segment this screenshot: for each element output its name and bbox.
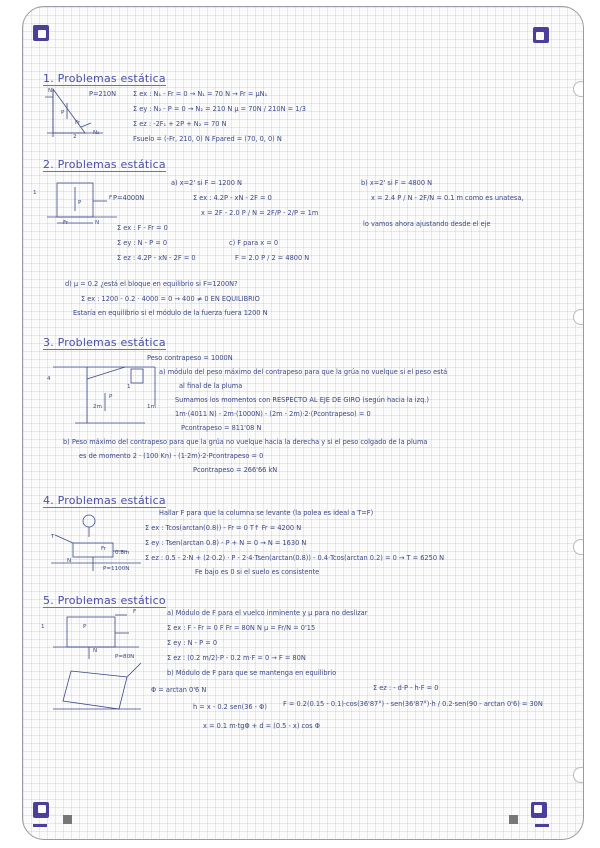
section-1-label-fr: Fr xyxy=(75,120,81,126)
section-5-line: Φ = arctan 0'6 N xyxy=(151,686,207,694)
section-2-line: Σ ex : 1200 - 0.2 · 4000 = 0 → 400 ≠ 0 EN EQUILIBRIO xyxy=(81,295,260,303)
section-2-line: a) x=2' si F = 1200 N xyxy=(171,179,242,187)
section-3-line: Pcontrapeso = 811'08 N xyxy=(181,424,262,432)
section-1-label-n2: N₂ xyxy=(93,130,100,136)
section-5-label-p: P xyxy=(83,624,87,630)
block-a-rect xyxy=(67,617,115,647)
section-3-label-1m: 1m xyxy=(147,404,157,410)
section-1-line: P=210N xyxy=(89,90,117,98)
binder-hole xyxy=(573,539,584,555)
section-3-line: es de momento 2 · (100 Kn) - (1·2m)·2·Pcontrapeso = 0 xyxy=(79,452,264,460)
section-2-line: P=4000N xyxy=(113,194,145,202)
corner-mark-bottom-left xyxy=(33,802,49,818)
section-3-line: 1m·(4011 N) - 2m·(1000N) - (2m - 2m)·2·(Pcontrapeso) = 0 xyxy=(175,410,371,418)
section-5-line: x = 0.1 m·tgΦ + d = (0.5 - x) cos Φ xyxy=(203,722,320,730)
section-3-label-p: P xyxy=(109,394,113,400)
section-4-title: 4. Problemas estática xyxy=(43,494,166,507)
section-5-line: b) Módulo de F para que se mantenga en equilibrio xyxy=(167,669,337,677)
section-1-line: Σ ex : N₁ - Fr = 0 → N₁ = 70 N → Fr = μN₁ xyxy=(133,90,268,98)
footer-square-left xyxy=(63,815,72,824)
section-2-line: Estaría en equilibrio si el módulo de la fuerza fuera 1200 N xyxy=(73,309,268,317)
notebook-page xyxy=(22,6,584,840)
section-4-line: Σ ey : Tsen(arctan 0.8) - P + N = 0 → N = 1630 N xyxy=(145,539,307,547)
section-4-label-n: N xyxy=(67,558,72,564)
pulley-icon xyxy=(83,515,95,527)
section-3-line: a) módulo del peso máximo del contrapeso para que la grúa no vuelque si el peso está xyxy=(159,368,448,376)
section-2-label-fr: Fr xyxy=(63,220,69,226)
section-5-figure xyxy=(49,613,159,723)
section-5-line: Σ ez : - d·P - h·F = 0 xyxy=(373,684,439,692)
section-2-title: 2. Problemas estática xyxy=(43,158,166,171)
section-2-label-p: P xyxy=(78,200,82,206)
section-4-label-fr: Fr xyxy=(101,546,107,552)
binder-hole xyxy=(573,767,584,783)
section-2-label-f: F xyxy=(109,195,113,201)
column-rect xyxy=(73,543,113,557)
section-3-label-2m: 2m xyxy=(93,404,103,410)
section-4-line: Fe bajo es 0 si el suelo es consistente xyxy=(195,568,320,576)
section-1-line: Σ ey : N₂ - P = 0 → N₂ = 210 N μ = 70N / 210N = 1/3 xyxy=(133,105,306,113)
section-2-line: Σ ey : N - P = 0 xyxy=(117,239,168,247)
section-3-title: 3. Problemas estática xyxy=(43,336,166,349)
section-2-line: x = 2.4 P / N - 2F/N = 0.1 m como es unatesa, xyxy=(371,194,524,202)
section-3-line: al final de la pluma xyxy=(179,382,243,390)
section-2-line: c) F para x = 0 xyxy=(229,239,279,247)
block-b-tilted xyxy=(63,671,127,709)
section-1-label-p: P xyxy=(61,110,65,116)
corner-mark-bottom-right xyxy=(531,802,547,818)
binder-hole xyxy=(573,309,584,325)
binder-hole xyxy=(573,81,584,97)
section-5-line: h = x - 0.2 sen(36 - Φ) xyxy=(193,703,267,711)
section-5-label-width: 1 xyxy=(41,624,45,630)
section-2-line: Σ ex : F - Fr = 0 xyxy=(117,224,168,232)
section-1-line: Fsuelo = (-Fr, 210, 0) N Fpared = (70, 0, 0) N xyxy=(133,135,282,143)
section-4-label-t: T xyxy=(51,534,55,540)
footer-bar-right xyxy=(535,824,549,827)
section-2-label-n: N xyxy=(95,220,100,226)
section-5-label-f: F xyxy=(133,609,137,615)
section-1-label-n1: N₁ xyxy=(48,88,55,94)
section-5-line: Σ ey : N - P = 0 xyxy=(167,639,218,647)
section-5-line: F = 0.2(0.15 - 0.1)·cos(36'87°) - sen(36'87°)·h / 0.2·sen(90 - arctan 0'6) = 30N xyxy=(283,700,543,708)
section-2-line: b) x=2' si F = 4800 N xyxy=(361,179,433,187)
section-2-line: Σ ex : 4.2P - xN - 2F = 0 xyxy=(193,194,272,202)
section-2-label-height: 1 xyxy=(33,190,37,196)
section-5-line: Σ ez : (0.2 m/2)·P - 0.2 m·F = 0 → F = 80N xyxy=(167,654,306,662)
section-3-line: Sumamos los momentos con RESPECTO AL EJE DE GIRO (según hacia la izq.) xyxy=(175,396,429,404)
section-5-line: a) Módulo de F para el vuelco inminente y μ para no deslizar xyxy=(167,609,368,617)
section-5-title: 5. Problemas estático xyxy=(43,594,166,607)
section-4-line: Σ ex : Tcos(arctan(0.8)) - Fr = 0 T↑ Fr = 4200 N xyxy=(145,524,302,532)
section-2-line: d) μ = 0.2 ¿está el bloque en equilibrio si F=1200N? xyxy=(65,280,238,288)
corner-mark-top-left xyxy=(33,25,49,41)
section-3-label-a: 4 xyxy=(47,376,51,382)
section-2-figure xyxy=(47,177,127,233)
section-5-label-weight: P=80N xyxy=(115,654,135,660)
footer-bar-left xyxy=(33,824,47,827)
section-1-title: 1. Problemas estática xyxy=(43,72,166,85)
section-3-label-b: 1 xyxy=(127,384,131,390)
footer-square-right xyxy=(509,815,518,824)
section-2-line: F = 2.0 P / 2 = 4800 N xyxy=(235,254,310,262)
section-1-label-width: 2 xyxy=(73,134,77,140)
section-4-label-height: 0.8m xyxy=(115,550,130,556)
section-5-label-n: N xyxy=(93,648,98,654)
section-1-line: Σ ez : -2F₁ + 2P + N₂ = 70 N xyxy=(133,120,227,128)
section-3-line: Pcontrapeso = 266'66 kN xyxy=(193,466,278,474)
section-2-line: x = 2F - 2.0 P / N = 2F/P - 2/P = 1m xyxy=(201,209,319,217)
section-2-line: lo vamos ahora ajustando desde el eje xyxy=(363,220,491,228)
section-2-line: Σ ez : 4.2P - xN - 2F = 0 xyxy=(117,254,196,262)
section-4-line: Hallar F para que la columna se levante (la polea es ideal a T=F) xyxy=(159,509,374,517)
corner-mark-top-right xyxy=(533,27,549,43)
section-4-line: Σ ez : 0.5 - 2·N + (2·0.2) · P - 2·4·Tsen(arctan(0.8)) - 0.4·Tcos(arctan 0.2) = 0 → T = 6250 N xyxy=(145,554,445,562)
section-3-line: Peso contrapeso = 1000N xyxy=(147,354,233,362)
section-5-line: Σ ex : F - Fr = 0 F Fr = 80N N μ = Fr/N = 0'15 xyxy=(167,624,316,632)
ladder-triangle xyxy=(53,89,85,133)
section-4-label-p: P=1100N xyxy=(103,566,130,572)
section-3-line: b) Peso máximo del contrapeso para que la grúa no vuelque hacia la derecha y si el peso colgado de la pluma xyxy=(63,438,428,446)
